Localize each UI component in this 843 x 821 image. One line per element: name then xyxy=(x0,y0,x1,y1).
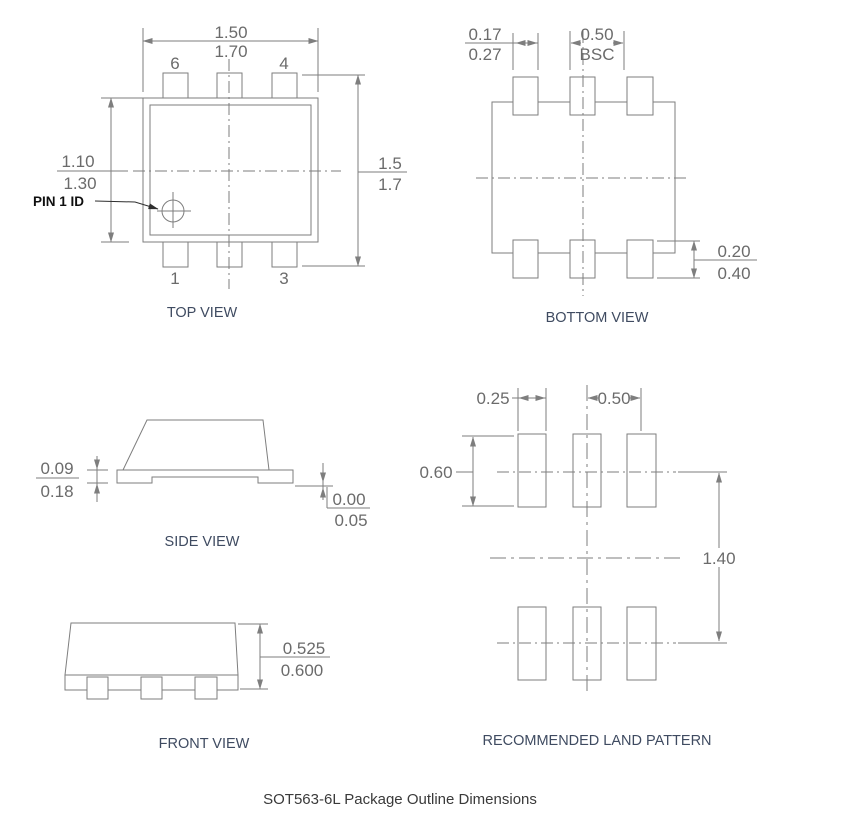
dim-lead-width xyxy=(465,25,538,70)
top-view-label: TOP VIEW xyxy=(166,305,238,321)
front-lead xyxy=(195,677,217,699)
dim-lead-length-min: 0.20 xyxy=(717,242,751,261)
lead-frame xyxy=(117,470,293,483)
pin1-callout xyxy=(33,194,158,209)
land-pattern xyxy=(419,385,738,749)
dim-row-spacing xyxy=(678,472,738,643)
dim-row-spacing: 1.40 xyxy=(702,549,736,568)
dim-standoff-min: 0.00 xyxy=(332,490,366,509)
dim-package-height xyxy=(238,624,330,689)
pin-number-3: 3 xyxy=(279,269,289,288)
bottom-pad xyxy=(513,77,538,115)
bottom-view-body xyxy=(476,31,690,296)
bottom-pad xyxy=(513,240,538,278)
dim-height-min: 0.525 xyxy=(282,639,326,658)
drawing-caption: SOT563-6L Package Outline Dimensions xyxy=(263,791,537,808)
side-view xyxy=(36,420,370,550)
dim-pad-height xyxy=(419,436,514,506)
dim-lead-thickness-min: 0.09 xyxy=(40,459,74,478)
dim-lead-width-min: 0.17 xyxy=(468,25,502,44)
land-pattern-label: RECOMMENDED LAND PATTERN xyxy=(482,733,712,749)
dim-pad-width: 0.25 xyxy=(476,389,510,408)
pin-number-1: 1 xyxy=(170,269,180,288)
side-view-body xyxy=(117,420,293,483)
package-outline xyxy=(143,98,318,242)
land-pad xyxy=(627,434,656,507)
dim-height-max: 0.600 xyxy=(280,661,324,680)
dim-standoff xyxy=(295,463,370,530)
front-view xyxy=(65,623,330,752)
dim-lead-length-max: 0.40 xyxy=(717,264,751,283)
dim-body-height xyxy=(57,98,143,242)
front-view-body xyxy=(65,623,238,699)
dim-lead-pitch-basis: BSC xyxy=(579,45,615,64)
top-view xyxy=(33,23,407,321)
dim-lead-thickness xyxy=(36,456,108,502)
top-pin-1 xyxy=(163,242,188,267)
bottom-view xyxy=(465,25,757,326)
dim-body-height-min: 1.10 xyxy=(61,152,95,171)
dim-lead-width-max: 0.27 xyxy=(468,45,502,64)
dim-lead-thickness-max: 0.18 xyxy=(40,482,74,501)
dim-overall-height-max: 1.7 xyxy=(378,175,402,194)
front-lead xyxy=(141,677,162,699)
dim-body-height-max: 1.30 xyxy=(63,174,97,193)
dim-pad-height: 0.60 xyxy=(419,463,453,482)
bottom-pad xyxy=(627,77,653,115)
dim-pad-pitch xyxy=(588,388,641,431)
pin1-id-label: PIN 1 ID xyxy=(33,194,85,209)
side-view-label: SIDE VIEW xyxy=(164,534,240,550)
bottom-pad xyxy=(627,240,653,278)
mold-body xyxy=(65,623,238,675)
dim-pad-width xyxy=(476,388,546,431)
dim-standoff-max: 0.05 xyxy=(334,511,368,530)
land-pad xyxy=(518,434,546,507)
mold-body xyxy=(123,420,269,470)
dim-body-width-min: 1.50 xyxy=(214,23,248,42)
top-pin-4 xyxy=(272,73,297,98)
pin-number-6: 6 xyxy=(170,54,180,73)
top-pin-3 xyxy=(272,242,297,267)
dim-lead-pitch: 0.50 xyxy=(580,25,614,44)
top-view-body xyxy=(133,54,341,289)
dim-lead-pitch xyxy=(570,25,624,70)
land-pattern-pads xyxy=(490,385,685,695)
front-view-label: FRONT VIEW xyxy=(158,736,250,752)
pin-number-4: 4 xyxy=(279,54,289,73)
top-pin-6 xyxy=(163,73,188,98)
dim-pad-pitch: 0.50 xyxy=(597,389,631,408)
front-lead xyxy=(87,677,108,699)
bottom-view-label: BOTTOM VIEW xyxy=(545,310,649,326)
dim-body-width-max: 1.70 xyxy=(214,42,248,61)
dim-overall-height-min: 1.5 xyxy=(378,154,402,173)
